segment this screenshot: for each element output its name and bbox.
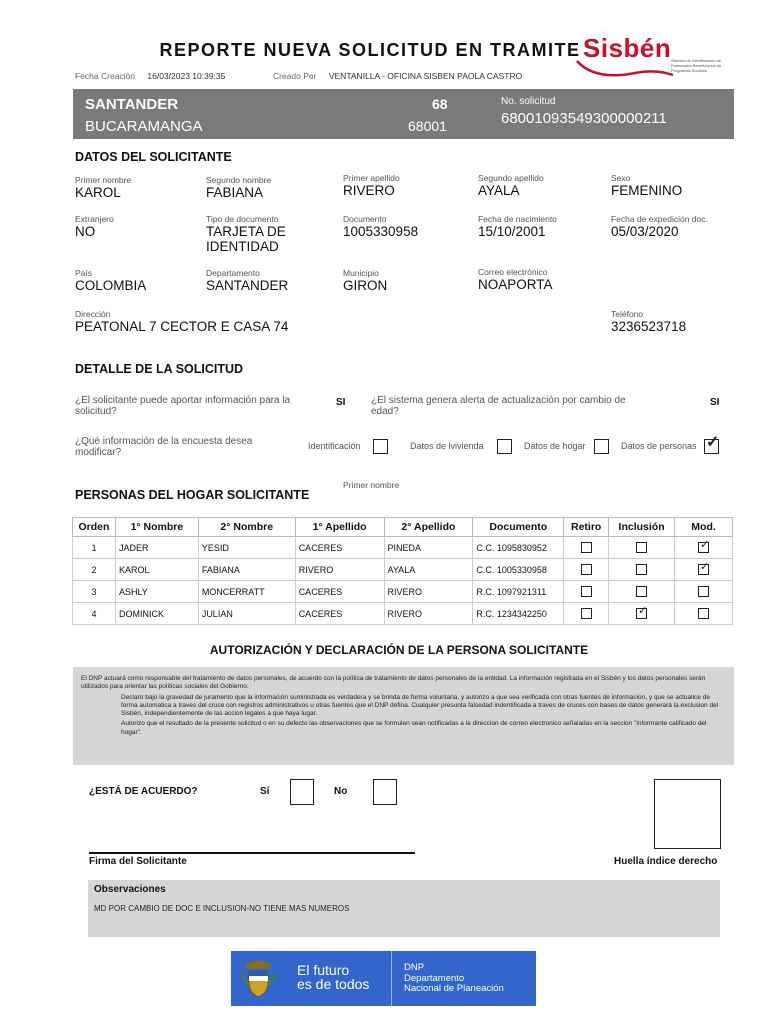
slogan	[297, 963, 369, 991]
col-orden: Orden	[73, 518, 116, 537]
question-text: edad?	[371, 406, 399, 417]
field-value: FEMENINO	[611, 183, 683, 198]
hogar-table	[72, 517, 733, 625]
huella-label: Huella índice derecho	[614, 856, 718, 867]
cell-documento: C.C. 1005330958	[473, 559, 564, 581]
table-row	[73, 537, 733, 559]
question-text: ¿El solicitante puede aportar información para la	[75, 395, 291, 406]
slogan-line1: El futuro	[297, 962, 350, 978]
field-value: SANTANDER	[206, 278, 289, 293]
cell-apellido1: CACERES	[295, 581, 384, 603]
acuerdo-no-label: No	[334, 786, 348, 797]
checkmark-icon: ✓	[700, 561, 710, 574]
field-departamento	[206, 268, 288, 293]
option-hogar-label: Datos de hogar	[524, 441, 586, 451]
dnp-line1: Departamento	[404, 972, 465, 984]
location-band	[73, 89, 734, 139]
cell-nombre2: YESID	[198, 537, 295, 559]
fecha-creacion-label: Fecha Creación	[75, 71, 136, 81]
field-value: 1005330958	[343, 224, 419, 239]
field-label: País	[75, 268, 93, 278]
cell-apellido1: CACERES	[295, 537, 384, 559]
checkbox-inclusion[interactable]	[636, 542, 647, 553]
question-aportar-info	[75, 395, 305, 417]
field-extranjero	[75, 214, 114, 239]
slogan-line2: es de todos	[297, 976, 370, 992]
creado-por-label: Creado Por	[273, 71, 317, 81]
field-label: Primer apellido	[343, 173, 400, 183]
field-segundo-apellido	[478, 173, 544, 198]
solicitud-label: No. solicitud	[501, 96, 556, 107]
cell-documento: C.C. 1095830952	[473, 537, 564, 559]
field-value: GIRON	[343, 278, 388, 293]
page-title: REPORTE NUEVA SOLICITUD EN TRAMITE	[159, 40, 581, 60]
field-direccion	[75, 309, 288, 334]
cell-nombre1: JADER	[115, 537, 198, 559]
field-value: FABIANA	[206, 185, 264, 200]
field-value: COLOMBIA	[75, 278, 147, 293]
observaciones-box	[88, 880, 720, 937]
checkbox-personas[interactable]	[704, 434, 720, 454]
band-departamento: SANTANDER	[85, 96, 179, 113]
cell-nombre2: JULIAN	[198, 603, 295, 625]
field-correo	[478, 267, 553, 292]
question-text: ¿El sistema genera alerta de actualización por cambio de	[371, 395, 626, 406]
col-apellido2: 2° Apellido	[384, 518, 473, 537]
col-documento: Documento	[473, 518, 564, 537]
band-municipio: BUCARAMANGA	[85, 118, 203, 135]
field-fecha-nacimiento	[478, 214, 557, 239]
table-row	[73, 603, 733, 625]
field-label: Fecha de expedición doc.	[611, 214, 708, 224]
checkbox-hogar[interactable]	[594, 439, 609, 454]
field-fecha-expedicion	[611, 214, 708, 239]
field-label: Segundo apellido	[478, 173, 544, 183]
field-telefono	[611, 309, 686, 334]
acuerdo-si-label: Sí	[260, 786, 270, 797]
cell-documento: R.C. 1097921311	[473, 581, 564, 603]
question-text: modificar?	[75, 447, 122, 458]
huella-box[interactable]	[654, 779, 721, 849]
field-tipo-documento	[206, 214, 286, 254]
question-text: ¿Qué información de la encuesta desea	[75, 436, 253, 447]
cell-nombre1: ASHLY	[115, 581, 198, 603]
col-nombre2: 2° Nombre	[198, 518, 295, 537]
col-retiro: Retiro	[564, 518, 609, 537]
question-modificar	[75, 436, 295, 458]
observaciones-title: Observaciones	[94, 884, 166, 895]
checkbox-mod[interactable]	[698, 586, 709, 597]
sisben-wordmark: Sisbén	[583, 33, 672, 63]
field-label: Sexo	[611, 173, 631, 183]
checkmark-icon: ✓	[700, 539, 710, 552]
cell-orden: 2	[73, 559, 116, 581]
question-text: solicitud?	[75, 406, 117, 417]
checkbox-retiro[interactable]	[581, 586, 592, 597]
option-vivienda-label: Datos de lvivienda	[410, 441, 484, 451]
field-value: 05/03/2020	[611, 224, 679, 239]
cell-orden: 3	[73, 581, 116, 603]
field-sexo	[611, 173, 682, 198]
answer-aportar-info: SI	[336, 397, 346, 408]
acuerdo-no-box[interactable]	[373, 779, 397, 805]
dnp-line2: Nacional de Planeación	[404, 983, 504, 994]
col-apellido1: 1° Apellido	[295, 518, 384, 537]
sisben-subtitle: Sistema de Identificación de Potenciales Beneficiarios de Programas Sociales	[671, 58, 722, 73]
checkbox-inclusion[interactable]	[636, 564, 647, 575]
field-value: AYALA	[478, 183, 520, 198]
band-dep-code: 68	[432, 96, 448, 112]
answer-alerta-edad: SI	[710, 397, 720, 408]
declaracion-p3: Autorizo que el resultado de la presente solicitud o en su defecto las observaciones que se formulen sean notificadas a la direccion de correo electronico señaladas en la seccion "informante calificado del hogar".	[121, 720, 707, 736]
sisben-logo	[575, 33, 735, 81]
field-value: RIVERO	[343, 183, 395, 198]
band-mun-code: 68001	[408, 118, 447, 134]
field-label: Correo electrónico	[478, 267, 548, 277]
footer-divider	[391, 951, 392, 1006]
field-documento	[343, 214, 418, 239]
cell-nombre2: FABIANA	[198, 559, 295, 581]
field-label: Municipio	[343, 268, 379, 278]
fecha-creacion	[75, 71, 225, 81]
field-municipio	[343, 268, 387, 293]
field-value: NOAPORTA	[478, 277, 553, 292]
question-alerta-edad	[371, 395, 661, 417]
field-value: 3236523718	[611, 319, 687, 334]
floating-primer-nombre-label: Primer nombre	[343, 480, 400, 490]
table-header-row	[73, 518, 733, 537]
coat-of-arms-icon	[231, 951, 286, 1006]
cell-documento: R.C. 1234342250	[473, 603, 564, 625]
field-value: IDENTIDAD	[206, 239, 279, 254]
acuerdo-question: ¿ESTÁ DE ACUERDO?	[89, 786, 198, 797]
checkbox-inclusion[interactable]	[636, 586, 647, 597]
cell-orden: 4	[73, 603, 116, 625]
field-primer-nombre	[75, 175, 131, 200]
field-label: Departamento	[206, 268, 260, 278]
cell-apellido2: PINEDA	[384, 537, 473, 559]
field-label: Extranjero	[75, 214, 114, 224]
checkbox-retiro[interactable]	[581, 542, 592, 553]
field-label: Documento	[343, 214, 387, 224]
observaciones-value: MD POR CAMBIO DE DOC E INCLUSION-NO TIENE MAS NUMEROS	[94, 904, 350, 913]
cell-apellido1: RIVERO	[295, 559, 384, 581]
option-identificacion-label: Identificación	[308, 441, 361, 451]
checkbox-mod[interactable]	[698, 608, 709, 619]
col-mod: Mod.	[675, 518, 733, 537]
cell-orden: 1	[73, 537, 116, 559]
field-label: Teléfono	[611, 309, 644, 319]
checkbox-retiro[interactable]	[581, 564, 592, 575]
field-value: TARJETA DE	[206, 224, 286, 239]
field-segundo-nombre	[206, 175, 271, 200]
section-autorizacion: AUTORIZACIÓN Y DECLARACIÓN DE LA PERSONA SOLICITANTE	[209, 643, 589, 657]
firma-label: Firma del Solicitante	[89, 856, 187, 867]
cell-apellido2: RIVERO	[384, 581, 473, 603]
col-nombre1: 1° Nombre	[115, 518, 198, 537]
cell-nombre1: DOMINICK	[115, 603, 198, 625]
cell-apellido2: RIVERO	[384, 603, 473, 625]
field-label: Tipo de documento	[206, 214, 279, 224]
gov-footer-banner	[231, 951, 536, 1006]
col-inclusion: Inclusión	[609, 518, 675, 537]
checkbox-identificacion[interactable]	[373, 439, 388, 454]
firma-line	[89, 852, 415, 854]
solicitud-number: 68001093549300000211	[501, 110, 667, 127]
field-label: Dirección	[75, 309, 111, 319]
cell-nombre1: KAROL	[115, 559, 198, 581]
section-datos-solicitante: DATOS DEL SOLICITANTE	[75, 150, 232, 164]
field-value: 15/10/2001	[478, 224, 546, 239]
checkbox-mod[interactable]	[698, 561, 710, 575]
cell-nombre2: MONCERRATT	[198, 581, 295, 603]
declaracion-box	[73, 667, 734, 765]
checkmark-icon: ✓	[706, 434, 720, 451]
field-label: Primer nombre	[75, 175, 132, 185]
section-detalle-solicitud: DETALLE DE LA SOLICITUD	[75, 362, 244, 376]
acuerdo-si-box[interactable]	[290, 779, 314, 805]
table-row	[73, 559, 733, 581]
field-value: PEATONAL 7 CECTOR E CASA 74	[75, 319, 289, 334]
checkbox-inclusion[interactable]	[636, 605, 648, 619]
checkbox-mod[interactable]	[698, 539, 710, 553]
checkbox-retiro[interactable]	[581, 608, 592, 619]
section-personas-hogar: PERSONAS DEL HOGAR SOLICITANTE	[75, 488, 310, 502]
table-row	[73, 581, 733, 603]
fecha-creacion-value: 16/03/2023 10:39:35	[147, 71, 226, 81]
field-primer-apellido	[343, 173, 400, 198]
checkmark-icon: ✓	[638, 605, 648, 618]
declaracion-p2: Declaro bajo la gravedad de juramento que la información suministrada es verdadera y se brinda de forma voluntaria, y autorizo a que sea verificada con otras fuentes de informacion, y que se actualice de forma automatica a traves del cruce con registros administrativos u otras fuentes que el DNP defina. Cualquier presunta falsedad indentificada a traves de cruces con bases de datos generará la exclusion del Sisbén, independientemente de las accion legales a que haya lugar.	[121, 693, 719, 718]
dnp-acronym: DNP	[404, 962, 425, 973]
field-value: NO	[75, 224, 96, 239]
cell-apellido1: CACERES	[295, 603, 384, 625]
cell-apellido2: AYALA	[384, 559, 473, 581]
field-label: Fecha de nacimiento	[478, 214, 557, 224]
field-label: Segundo nombre	[206, 175, 272, 185]
field-value: KAROL	[75, 185, 121, 200]
option-personas-label: Datos de personas	[621, 441, 697, 451]
creado-por	[273, 71, 522, 81]
creado-por-value: VENTANILLA - OFICINA SISBEN PAOLA CASTRO	[328, 71, 523, 81]
declaracion-p1: El DNP actuará como responsable del tratamiento de datos personales, de acuerdo con la política de tratamiento de datos personales de la entidad. La información registrada en el Sisbén y los datos personales serán utilizados para orientar las políticas sociales del Gobierno.	[81, 675, 706, 691]
checkbox-vivienda[interactable]	[497, 439, 512, 454]
dnp-block	[404, 963, 504, 995]
field-pais	[75, 268, 146, 293]
